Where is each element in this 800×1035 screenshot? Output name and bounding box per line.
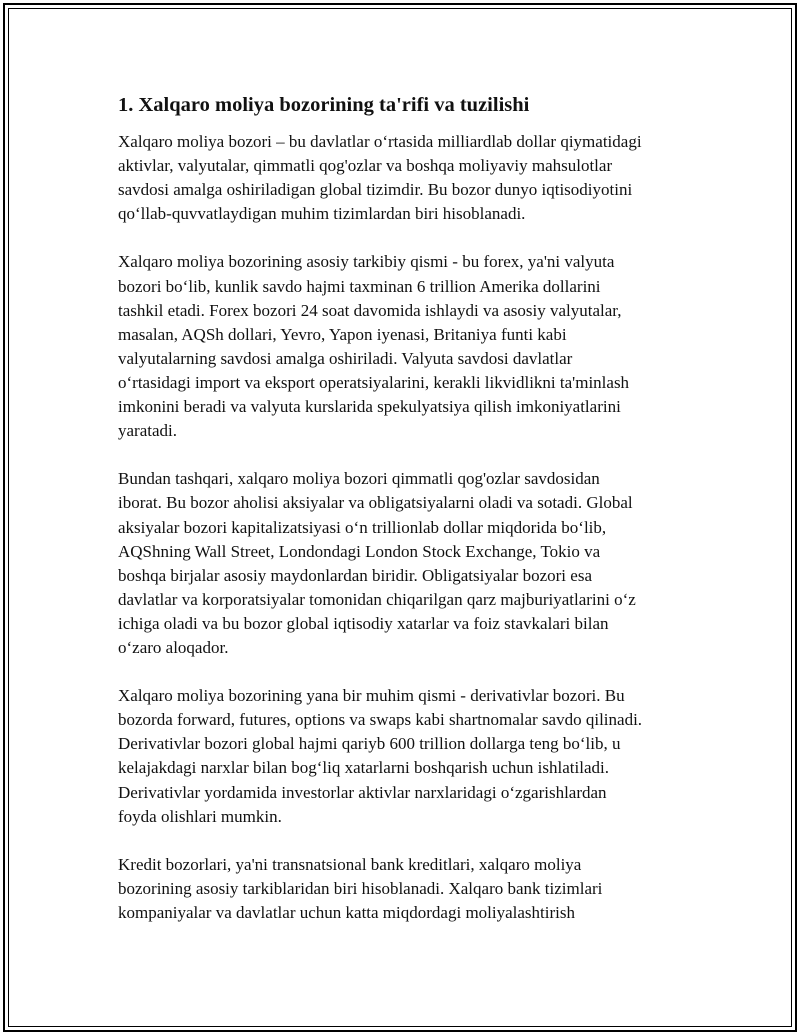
text-line: Xalqaro moliya bozori – bu davlatlar o‘rtasida milliardlab dollar qiymatidagi [118,132,642,151]
paragraph-intro [118,130,708,226]
text-line: boshqa birjalar asosiy maydonlardan biridir. Obligatsiyalar bozori esa [118,565,592,585]
paragraph-credit [118,853,708,925]
text-line: Bundan tashqari, xalqaro moliya bozori qimmatli qog'ozlar savdosidan [118,469,600,489]
section-heading: 1. Xalqaro moliya bozorining ta'rifi va tuzilishi [118,94,530,116]
text-line: qo‘llab-quvvatlaydigan muhim tizimlardan biri hisoblanadi. [118,204,526,224]
text-line: aktivlar, valyutalar, qimmatli qog'ozlar va boshqa moliyaviy mahsulotlar [118,156,613,176]
text-line: davlatlar va korporatsiyalar tomonidan chiqarilgan qarz majburiyatlarini o‘z [118,589,636,609]
paragraph-forex [118,250,708,443]
text-line: tashkil etadi. Forex bozori 24 soat davomida ishlaydi va asosiy valyutalar, [118,300,622,320]
text-line: Xalqaro moliya bozorining asosiy tarkibiy qismi - bu forex, ya'ni valyuta [118,252,615,272]
text-line: o‘rtasidagi import va eksport operatsiyalarini, kerakli likvidlikni ta'minlash [118,372,630,392]
text-line: imkonini beradi va valyuta kurslarida spekulyatsiya qilish imkoniyatlarini [118,397,621,417]
text-line: masalan, AQSh dollari, Yevro, Yapon iyenasi, Britaniya funti kabi [118,324,567,344]
text-line: Xalqaro moliya bozorining yana bir muhim qismi - derivativlar bozori. Bu [118,686,625,706]
text-line: iborat. Bu bozor aholisi aksiyalar va obligatsiyalarni oladi va sotadi. Global [118,493,633,513]
text-line: yaratadi. [118,421,177,441]
paragraph-derivatives [118,684,708,829]
text-line: o‘zaro aloqador. [118,637,229,657]
text-line: ichiga oladi va bu bozor global iqtisodiy xatarlar va foiz stavkalari bilan [118,613,609,633]
text-line: bozorining asosiy tarkiblaridan biri hisoblanadi. Xalqaro bank tizimlari [118,878,603,898]
text-line: valyutalarning savdosi amalga oshiriladi. Valyuta savdosi davlatlar [118,348,573,368]
text-line: Derivativlar yordamida investorlar aktivlar narxlaridagi o‘zgarishlardan [118,782,607,802]
text-line: aksiyalar bozori kapitalizatsiyasi o‘n trillionlab dollar miqdorida bo‘lib, [118,517,607,537]
paragraph-securities [118,467,708,660]
text-line: bozorda forward, futures, options va swaps kabi shartnomalar savdo qilinadi. [118,710,643,730]
text-line: Kredit bozorlari, ya'ni transnatsional bank kreditlari, xalqaro moliya [118,854,582,874]
text-line: AQShning Wall Street, Londondagi London Stock Exchange, Tokio va [118,541,601,561]
text-line: kelajakdagi narxlar bilan bog‘liq xatarlarni boshqarish uchun ishlatiladi. [118,758,609,778]
text-line: foyda olishlari mumkin. [118,806,282,826]
document-body [118,92,708,949]
text-line: bozori bo‘lib, kunlik savdo hajmi taxminan 6 trillion Amerika dollarini [118,276,601,296]
text-line: Derivativlar bozori global hajmi qariyb 600 trillion dollarga teng bo‘lib, u [118,734,621,754]
text-line: kompaniyalar va davlatlar uchun katta miqdordagi moliyalashtirish [118,903,575,922]
text-line: savdosi amalga oshiriladigan global tizimdir. Bu bozor dunyo iqtisodiyotini [118,180,633,200]
